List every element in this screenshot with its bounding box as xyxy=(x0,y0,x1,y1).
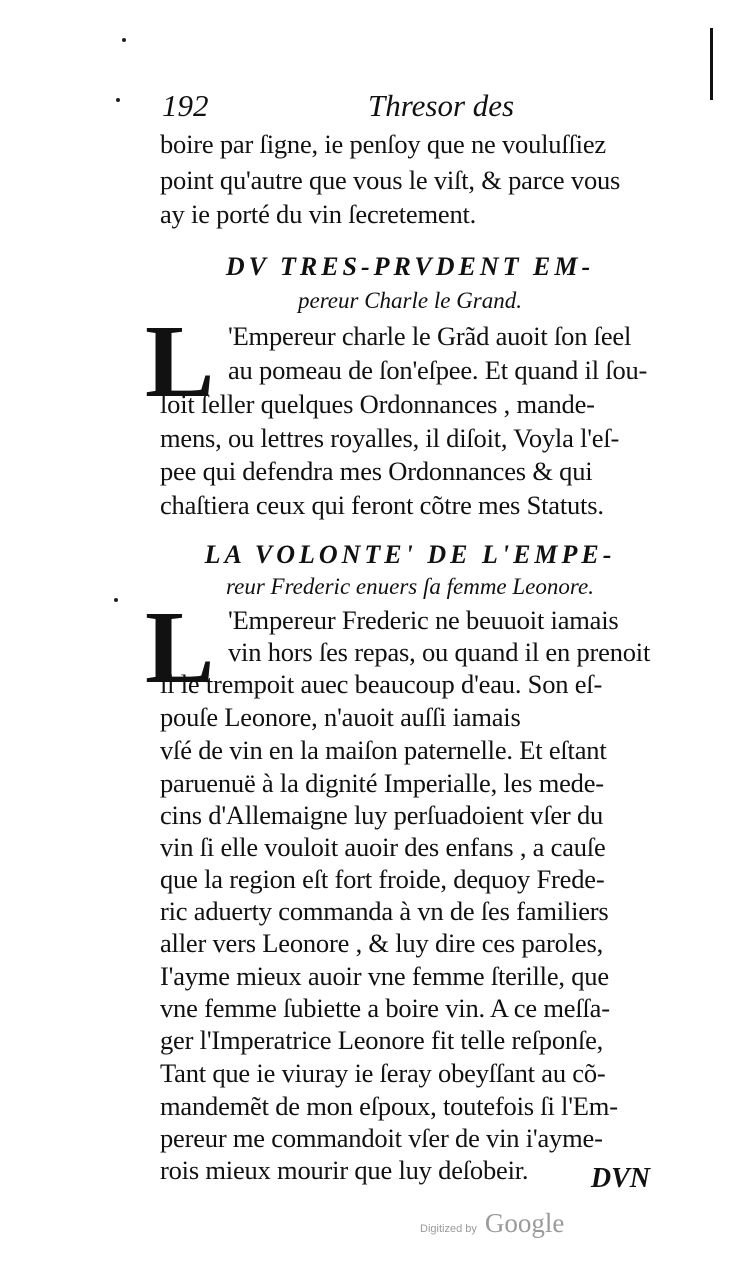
page-edge-line xyxy=(710,28,713,100)
section-subheading: pereur Charle le Grand. xyxy=(297,288,522,313)
section-heading: DV TRES-PRVDENT EM- xyxy=(225,252,595,281)
speck xyxy=(122,38,126,42)
drop-cap: L xyxy=(145,304,215,419)
text-line: vſé de vin en la maiſon paternelle. Et eſtant xyxy=(160,735,607,765)
text-line: ger l'Imperatrice Leonore fit telle reſponſe, xyxy=(160,1025,604,1055)
text-line: mandemẽt de mon eſpoux, toutefois ſi l'Em- xyxy=(160,1091,618,1121)
text-line: que la region eſt fort froide, dequoy Frede- xyxy=(160,864,605,894)
text-line: ay ie porté du vin ſecretement. xyxy=(160,199,477,229)
text-line: vne femme ſubiette a boire vin. A ce meſſa- xyxy=(160,993,610,1023)
text-line: vin ſi elle vouloit auoir des enfans , a cauſe xyxy=(160,832,606,862)
text-line: pouſe Leonore, n'auoit auſſi iamais xyxy=(160,702,521,732)
text-line: paruenuë à la dignité Imperialle, les mede- xyxy=(160,768,604,798)
text-line: aller vers Leonore , & luy dire ces paroles, xyxy=(160,928,603,958)
text-line: mens, ou lettres royalles, il diſoit, Voyla l'eſ- xyxy=(160,423,620,453)
section-heading: LA VOLONTE' DE L'EMPE- xyxy=(204,540,616,569)
text-line: boire par ſigne, ie penſoy que ne vouluſſiez xyxy=(160,129,606,159)
text-line: loit ſeller quelques Ordonnances , mande- xyxy=(160,389,595,419)
running-title: Thresor des xyxy=(368,88,515,123)
text-line: 'Empereur charle le Grãd auoit ſon ſeel xyxy=(228,321,632,351)
section-subheading: reur Frederic enuers ſa femme Leonore. xyxy=(226,574,594,599)
speck xyxy=(116,98,120,102)
digitized-watermark xyxy=(420,1208,564,1239)
text-line: pereur me commandoit vſer de vin i'ayme- xyxy=(160,1123,603,1153)
page-header xyxy=(158,88,668,128)
text-line: au pomeau de ſon'eſpee. Et quand il ſou- xyxy=(228,355,648,385)
text-line: 'Empereur Frederic ne beuuoit iamais xyxy=(228,605,619,635)
text-line: I'ayme mieux auoir vne femme ſterille, que xyxy=(160,961,609,991)
text-line: pee qui defendra mes Ordonnances & qui xyxy=(160,456,593,486)
speck xyxy=(114,598,118,602)
page-number: 192 xyxy=(162,88,209,123)
text-line: chaſtiera ceux qui feront cõtre mes Statuts. xyxy=(160,490,604,520)
text-line: ric aduerty commanda à vn de ſes familiers xyxy=(160,896,609,926)
text-line: Tant que ie viuray ie ſeray obeyſſant au cõ- xyxy=(160,1058,606,1088)
drop-cap: L xyxy=(145,590,215,705)
text-line: rois mieux mourir que luy deſobeir. xyxy=(160,1155,529,1185)
google-logo-text: Google xyxy=(484,1208,565,1238)
watermark-caption: Digitized by xyxy=(420,1223,477,1235)
text-line: point qu'autre que vous le viſt, & parce vous xyxy=(160,165,621,195)
text-line: il le trempoit auec beaucoup d'eau. Son eſ- xyxy=(160,669,603,699)
text-line: vin hors ſes repas, ou quand il en prenoit xyxy=(228,637,651,667)
text-line: cins d'Allemaigne luy perſuadoient vſer du xyxy=(160,800,604,830)
catchword: DVN xyxy=(590,1163,650,1194)
